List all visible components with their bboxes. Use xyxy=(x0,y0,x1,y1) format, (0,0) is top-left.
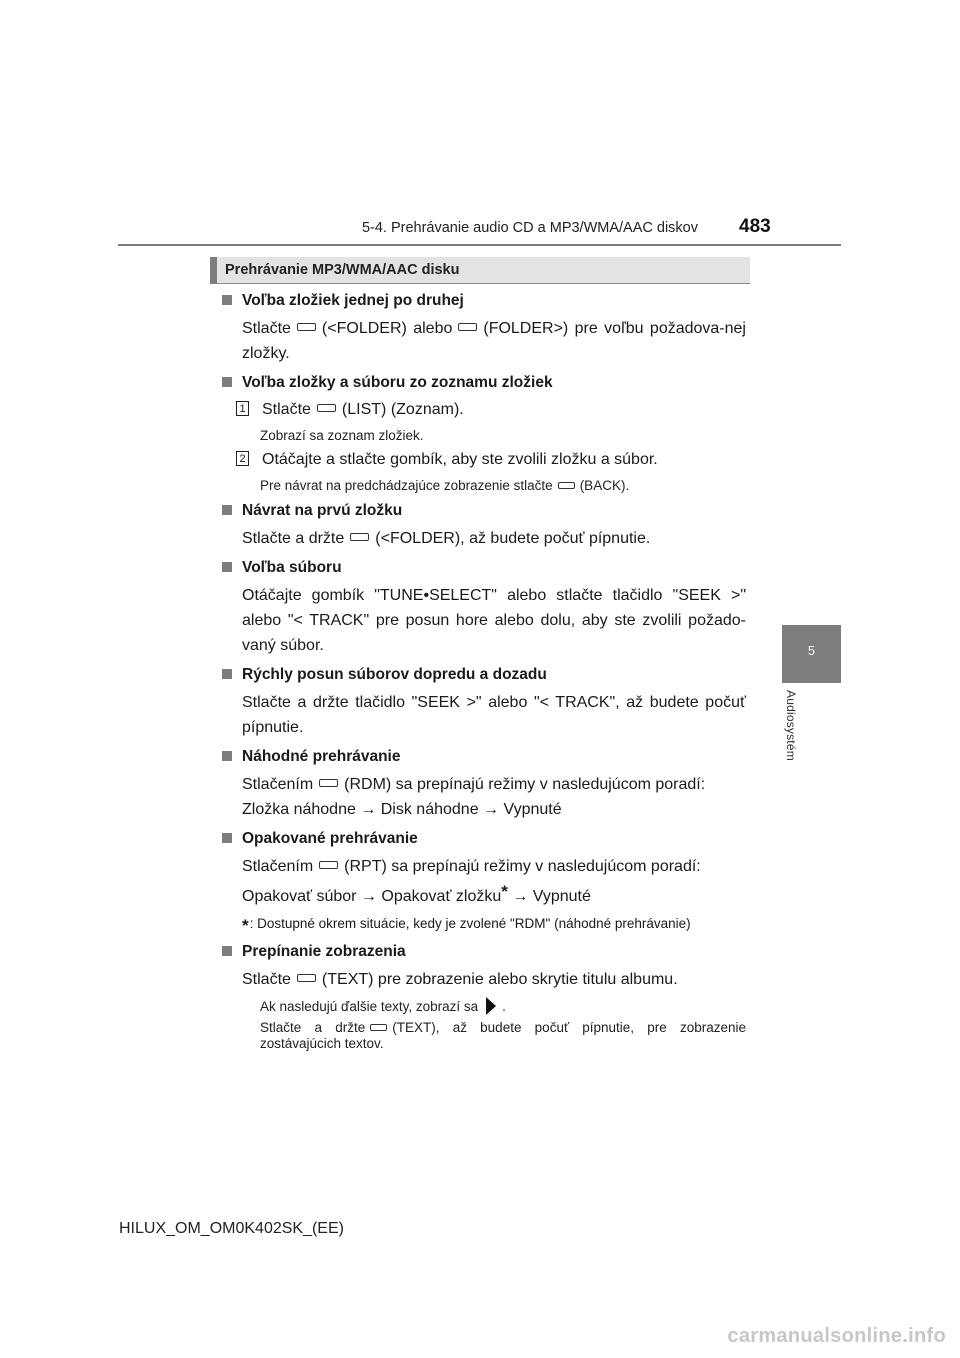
step-1: 1 Stlačte (LIST) (Zoznam). xyxy=(242,398,746,422)
body-text: Stlačte (TEXT) pre zobrazenie alebo skrytie titulu albumu. xyxy=(242,971,678,988)
body-text: Stlačením (RDM) sa prepínajú režimy v nasledujúcom poradí: Zložka náhodne → Disk náhodne → Vypnuté xyxy=(242,776,706,818)
section-header xyxy=(210,257,750,284)
body-text: Stlačte (<FOLDER) alebo (FOLDER>) pre voľbu požadova-nej zložky. xyxy=(242,320,746,362)
button-icon xyxy=(350,533,369,541)
button-icon xyxy=(317,404,336,412)
heading: Voľba zložiek jednej po druhej xyxy=(222,290,746,312)
square-bullet-icon xyxy=(222,751,232,761)
body-text: Stlačením (RPT) sa prepínajú režimy v nasledujúcom poradí: Opakovať súbor → Opakovať zložku* → Vypnuté xyxy=(242,858,701,905)
button-icon xyxy=(558,482,575,489)
step-number-badge: 2 xyxy=(236,451,249,466)
square-bullet-icon xyxy=(222,946,232,956)
note: Zobrazí sa zoznam zložiek. xyxy=(260,428,424,443)
block-repeat xyxy=(222,828,746,935)
step-2: 2 Otáčajte a stlačte gombík, aby ste zvolili zložku a súbor. xyxy=(242,448,746,472)
button-icon xyxy=(297,323,316,331)
body-text: Otáčajte gombík "TUNE•SELECT" alebo stlačte tlačidlo "SEEK >" alebo "< TRACK" pre posun hore alebo dolu, aby ste zvolili požado-vaný súbor. xyxy=(242,587,746,654)
running-header-title: 5-4. Prehrávanie audio CD a MP3/WMA/AAC diskov xyxy=(361,220,698,236)
content xyxy=(222,290,746,1058)
body-text: Stlačte a držte tlačidlo "SEEK >" alebo "< TRACK", až budete počuť pípnutie. xyxy=(242,694,746,736)
section-title: Prehrávanie MP3/WMA/AAC disku xyxy=(225,262,460,278)
block-random xyxy=(222,746,746,822)
heading: Opakované prehrávanie xyxy=(222,828,746,850)
square-bullet-icon xyxy=(222,562,232,572)
block-list xyxy=(222,372,746,494)
square-bullet-icon xyxy=(222,295,232,305)
footnote: *: Dostupné okrem situácie, kedy je zvolené "RDM" (náhodné prehrávanie) xyxy=(242,916,691,935)
step-number-badge: 1 xyxy=(236,401,249,416)
document-code: HILUX_OM_OM0K402SK_(EE) xyxy=(119,1220,344,1237)
button-icon xyxy=(370,1024,387,1031)
note: Pre návrat na predchádzajúce zobrazenie stlačte (BACK). xyxy=(260,478,630,493)
block-folder xyxy=(222,290,746,366)
button-icon xyxy=(458,323,477,331)
body-text: Stlačte a držte (<FOLDER), až budete počuť pípnutie. xyxy=(242,530,651,547)
square-bullet-icon xyxy=(222,505,232,515)
heading: Voľba súboru xyxy=(222,557,746,579)
page-number: 483 xyxy=(739,216,771,237)
more-text-arrow-icon xyxy=(486,997,496,1015)
chapter-tab xyxy=(782,625,841,683)
button-icon xyxy=(319,779,338,787)
heading: Voľba zložky a súboru zo zoznamu zložiek xyxy=(222,372,746,394)
heading: Náhodné prehrávanie xyxy=(222,746,746,768)
square-bullet-icon xyxy=(222,833,232,843)
block-display xyxy=(222,941,746,1052)
heading: Návrat na prvú zložku xyxy=(222,500,746,522)
chapter-tab-number: 5 xyxy=(807,643,816,658)
heading: Rýchly posun súborov dopredu a dozadu xyxy=(222,664,746,686)
note: Stlačte a držte (TEXT), až budete počuť pípnutie, pre zobrazenie zostávajúcich textov. xyxy=(260,1020,747,1051)
watermark: carmanualsonline.info xyxy=(727,1325,946,1347)
chapter-tab-label xyxy=(784,690,810,800)
chapter-tab-label-text: Audiosystém xyxy=(784,690,798,761)
square-bullet-icon xyxy=(222,377,232,387)
button-icon xyxy=(319,861,338,869)
block-fast xyxy=(222,664,746,740)
header-rule xyxy=(118,244,841,246)
block-first-folder xyxy=(222,500,746,551)
footnote-marker: * xyxy=(501,882,508,901)
note: Ak nasledujú ďalšie texty, zobrazí sa . xyxy=(260,999,506,1014)
button-icon xyxy=(297,974,316,982)
heading: Prepínanie zobrazenia xyxy=(222,941,746,963)
block-file xyxy=(222,557,746,658)
square-bullet-icon xyxy=(222,669,232,679)
